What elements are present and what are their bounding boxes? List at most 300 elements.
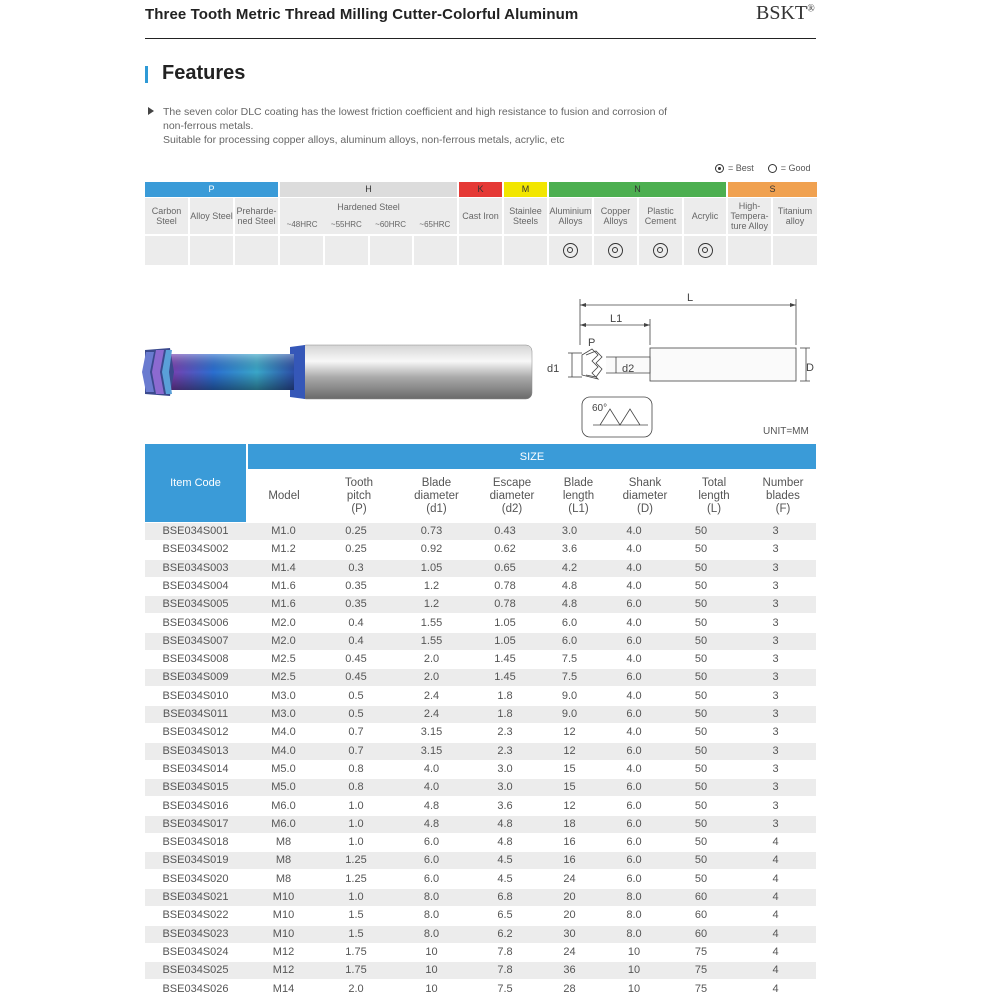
material-hardened-steel <box>280 198 457 234</box>
table-cell: 2.0 <box>423 671 440 684</box>
table-cell: 8.0 <box>423 909 440 922</box>
table-cell: 1.55 <box>420 616 443 629</box>
table-cell: 50 <box>694 598 708 611</box>
table-cell: 1.0 <box>348 836 364 849</box>
table-row <box>145 578 816 595</box>
table-cell: 50 <box>694 653 708 666</box>
column-header-line: length <box>698 489 730 502</box>
table-row <box>145 761 816 778</box>
table-cell: 4.0 <box>626 726 642 739</box>
item-code-cell: BSE034S019 <box>162 854 229 867</box>
table-cell: M12 <box>272 945 295 958</box>
feature-line-3: Suitable for processing copper alloys, aluminum alloys, non-ferrous metals, acrylic, etc <box>163 134 565 146</box>
table-cell: 50 <box>694 689 708 702</box>
table-cell: 50 <box>694 817 708 830</box>
table-row <box>145 688 816 705</box>
column-header-line: (d1) <box>426 502 447 515</box>
table-cell: 3 <box>772 525 779 537</box>
table-row <box>145 706 816 723</box>
registered-mark: ® <box>807 3 815 15</box>
table-cell: 4.5 <box>497 872 513 885</box>
table-cell: M8 <box>275 872 292 885</box>
item-code-cell: BSE034S016 <box>162 799 229 812</box>
legend-good-label: = Good <box>780 163 811 173</box>
table-cell: 1.05 <box>494 616 516 629</box>
column-header-line: (D) <box>637 502 653 515</box>
table-cell: 3.0 <box>497 762 513 775</box>
table-cell: 4.8 <box>423 799 440 812</box>
table-cell: 6.2 <box>497 927 513 940</box>
table-row <box>145 669 816 686</box>
item-code-cell: BSE034S001 <box>162 525 229 537</box>
table-cell: 7.5 <box>497 982 513 995</box>
table-cell: 12 <box>563 744 576 757</box>
table-cell: 6.0 <box>423 854 440 867</box>
column-header-line: length <box>562 489 595 502</box>
material-alloy-steel: Alloy Steel <box>190 198 233 234</box>
table-cell: 8.0 <box>626 891 642 903</box>
column-header <box>750 471 816 521</box>
table-cell: M1.6 <box>271 579 296 592</box>
table-cell: 50 <box>694 762 708 775</box>
material-group-n: N <box>549 182 726 197</box>
table-cell: 8.0 <box>626 909 642 922</box>
material-prehardened-steel: Preharde-ned Steel <box>235 198 278 234</box>
table-cell: 4 <box>772 964 779 977</box>
table-cell: 50 <box>694 854 708 867</box>
table-cell: M1.0 <box>271 525 296 537</box>
table-cell: 4 <box>772 982 779 995</box>
table-cell: 4.0 <box>626 561 642 574</box>
table-cell: 4.0 <box>626 579 642 592</box>
suitability-cell <box>459 236 502 265</box>
table-cell: 3 <box>772 708 779 720</box>
table-cell: 6.0 <box>423 836 440 849</box>
item-code-cell: BSE034S017 <box>162 817 229 830</box>
material-group-m: M <box>504 182 547 197</box>
table-row <box>145 743 816 760</box>
table-cell: 0.78 <box>494 598 516 611</box>
item-code-cell: BSE034S026 <box>162 982 229 995</box>
table-cell: 60 <box>694 927 708 940</box>
table-cell: M3.0 <box>271 708 296 720</box>
table-cell: 0.78 <box>494 579 516 592</box>
table-cell: 1.45 <box>494 653 516 666</box>
table-cell: 3 <box>772 543 779 556</box>
table-cell: M6.0 <box>271 817 296 830</box>
table-row <box>145 926 816 943</box>
material-high-temperature-alloy: High-Tempera-ture Alloy <box>728 198 771 234</box>
material-carbon-steel: Carbon Steel <box>145 198 188 234</box>
table-cell: 10 <box>425 945 438 958</box>
table-cell: 50 <box>694 525 708 537</box>
suitability-cell <box>235 236 278 265</box>
table-cell: 4.0 <box>626 525 642 537</box>
material-group-p: P <box>145 182 278 197</box>
column-header-line: (F) <box>775 502 791 515</box>
table-cell: 10 <box>425 964 438 977</box>
column-header-line: Blade <box>563 476 594 489</box>
table-cell: 12 <box>563 726 576 739</box>
table-row <box>145 852 816 869</box>
table-row <box>145 962 816 979</box>
table-cell: 50 <box>694 872 708 885</box>
item-code-cell: BSE034S022 <box>162 909 229 922</box>
column-header-line: diameter <box>622 489 668 502</box>
item-code-cell: BSE034S020 <box>162 872 229 885</box>
table-cell: 10 <box>627 982 641 995</box>
table-cell: 7.8 <box>497 964 513 977</box>
table-cell: 75 <box>694 964 708 977</box>
column-header <box>680 471 748 521</box>
column-header-line: Model <box>268 489 300 502</box>
table-cell: 1.8 <box>497 708 513 720</box>
table-cell: 0.35 <box>345 598 367 611</box>
table-cell: 0.25 <box>345 543 367 556</box>
table-cell: 0.45 <box>345 671 367 684</box>
material-group-k: K <box>459 182 502 197</box>
hrc-60: ~60HRC <box>375 220 407 229</box>
table-cell: 0.5 <box>348 708 364 720</box>
table-cell: 50 <box>694 671 708 684</box>
item-code-cell: BSE034S008 <box>162 653 229 666</box>
table-cell: 50 <box>694 616 708 629</box>
table-cell: 4.0 <box>626 762 642 775</box>
table-cell: M1.2 <box>271 543 296 556</box>
suitability-cell <box>325 236 368 265</box>
table-row <box>145 560 816 577</box>
column-header <box>479 471 545 521</box>
material-group-h: H <box>280 182 457 197</box>
table-cell: 1.0 <box>348 817 364 830</box>
features-heading: Features <box>162 62 246 84</box>
column-header-line: Total <box>701 476 727 489</box>
table-cell: 10 <box>425 982 438 995</box>
suitability-cell <box>414 236 457 265</box>
best-icon <box>715 164 724 173</box>
column-header-line: diameter <box>489 489 535 502</box>
table-cell: 6.0 <box>626 671 642 684</box>
material-group-s: S <box>728 182 817 197</box>
table-cell: 0.35 <box>345 579 367 592</box>
table-cell: 9.0 <box>561 689 578 702</box>
table-cell: 0.45 <box>345 653 367 666</box>
table-row <box>145 541 816 558</box>
table-cell: M10 <box>272 909 295 922</box>
table-cell: 0.8 <box>348 781 364 794</box>
table-cell: 1.8 <box>497 689 513 702</box>
tool-photo <box>140 330 540 410</box>
table-cell: 2.4 <box>423 689 440 702</box>
table-cell: 24 <box>563 945 576 958</box>
table-cell: 50 <box>694 744 708 757</box>
table-cell: 1.25 <box>345 872 367 885</box>
item-code-cell: BSE034S012 <box>162 726 229 739</box>
suitability-plastic <box>639 236 682 265</box>
table-cell: 12 <box>563 799 576 812</box>
table-cell: 4.0 <box>626 616 642 629</box>
table-cell: 28 <box>563 982 576 995</box>
table-cell: 3.6 <box>497 799 513 812</box>
item-code-cell: BSE034S018 <box>162 836 229 849</box>
table-cell: 16 <box>563 854 576 867</box>
table-cell: 50 <box>694 543 708 556</box>
table-cell: 30 <box>563 927 576 940</box>
table-cell: 6.0 <box>626 854 642 867</box>
table-cell: 4.8 <box>561 579 578 592</box>
table-cell: 0.73 <box>420 525 443 537</box>
table-row <box>145 779 816 796</box>
table-cell: M12 <box>272 964 295 977</box>
suitability-legend <box>715 163 811 173</box>
material-aluminium-alloys: Aluminium Alloys <box>549 198 592 234</box>
table-cell: 6.0 <box>626 598 642 611</box>
brand-name: BSKT <box>756 2 808 24</box>
label-L1: L1 <box>610 313 623 325</box>
column-header-line: (L) <box>706 502 722 515</box>
suitability-acrylic <box>684 236 726 265</box>
table-cell: 3 <box>772 799 779 812</box>
table-cell: M5.0 <box>271 762 296 775</box>
table-cell: 7.8 <box>497 945 513 958</box>
table-cell: 3.0 <box>497 781 513 794</box>
material-copper-alloys: Copper Alloys <box>594 198 637 234</box>
good-icon <box>768 164 777 173</box>
item-code-cell: BSE034S025 <box>162 964 229 977</box>
feature-line-2: non-ferrous metals. <box>163 120 254 132</box>
column-header <box>396 471 477 521</box>
item-code-cell: BSE034S007 <box>162 634 229 647</box>
column-header-line: Blade <box>421 476 452 489</box>
best-icon <box>608 243 623 258</box>
table-cell: 3.15 <box>420 726 443 739</box>
table-cell: M10 <box>272 927 295 940</box>
table-cell: 1.25 <box>345 854 367 867</box>
material-stainless-steels: Stainlee Steels <box>504 198 547 234</box>
column-header <box>612 471 678 521</box>
table-cell: 6.0 <box>561 634 578 647</box>
table-cell: 6.0 <box>423 872 440 885</box>
table-cell: M8 <box>275 854 292 867</box>
table-cell: 3 <box>772 653 779 666</box>
table-cell: 0.4 <box>348 616 364 629</box>
brand-logo <box>756 2 815 25</box>
table-row <box>145 615 816 632</box>
table-cell: 7.5 <box>561 653 578 666</box>
table-cell: 24 <box>563 872 576 885</box>
table-cell: 10 <box>627 964 641 977</box>
best-icon <box>653 243 668 258</box>
table-cell: 50 <box>694 561 708 574</box>
table-cell: 2.0 <box>348 982 364 995</box>
table-cell: 8.0 <box>423 891 440 903</box>
table-cell: 6.0 <box>561 616 578 629</box>
table-cell: 4.0 <box>626 689 642 702</box>
table-cell: 8.0 <box>626 927 642 940</box>
table-cell: 1.2 <box>423 579 440 592</box>
table-cell: M3.0 <box>271 689 296 702</box>
table-cell: 3 <box>772 744 779 757</box>
column-header-line: Shank <box>628 476 662 489</box>
material-acrylic: Acrylic <box>684 198 726 234</box>
table-cell: 50 <box>694 708 708 720</box>
table-cell: 1.0 <box>348 891 364 903</box>
suitability-aluminium <box>549 236 592 265</box>
column-header-line: pitch <box>346 489 372 502</box>
table-cell: 6.0 <box>626 781 642 794</box>
column-header <box>547 471 610 521</box>
table-cell: 0.92 <box>420 543 443 556</box>
table-cell: 0.25 <box>345 525 367 537</box>
table-cell: 3 <box>772 726 779 739</box>
table-cell: 75 <box>694 945 708 958</box>
table-cell: 1.2 <box>423 598 440 611</box>
column-header-line: (d2) <box>501 502 523 515</box>
item-code-cell: BSE034S024 <box>162 945 229 958</box>
column-header-line: Escape <box>492 476 532 489</box>
table-cell: 4 <box>772 945 779 958</box>
best-icon <box>563 243 578 258</box>
item-code-cell: BSE034S023 <box>162 927 229 940</box>
table-row <box>145 834 816 851</box>
table-cell: 1.75 <box>345 964 367 977</box>
item-code-cell: BSE034S015 <box>162 781 229 794</box>
table-cell: 6.0 <box>626 872 642 885</box>
table-cell: 1.45 <box>494 671 516 684</box>
label-P: P <box>588 337 596 349</box>
table-cell: 4 <box>772 927 779 940</box>
table-cell: 3 <box>772 634 779 647</box>
item-code-cell: BSE034S021 <box>162 891 229 903</box>
table-cell: 3 <box>772 561 779 574</box>
table-cell: 4.8 <box>423 817 440 830</box>
table-cell: 1.5 <box>348 909 364 922</box>
hrc-48: ~48HRC <box>286 220 318 229</box>
item-code-cell: BSE034S011 <box>162 708 229 720</box>
table-cell: 4.0 <box>423 762 440 775</box>
legend-best-label: = Best <box>728 163 754 173</box>
item-code-cell: BSE034S010 <box>162 689 229 702</box>
table-cell: 6.5 <box>497 909 513 922</box>
material-plastic-cement: Plastic Cement <box>639 198 682 234</box>
table-cell: 0.3 <box>348 561 364 574</box>
table-cell: 6.0 <box>626 799 642 812</box>
item-code-cell: BSE034S005 <box>162 598 229 611</box>
table-cell: 2.4 <box>423 708 440 720</box>
table-cell: M4.0 <box>271 744 296 757</box>
table-cell: 15 <box>563 762 576 775</box>
unit-label: UNIT=MM <box>763 426 809 437</box>
table-row <box>145 871 816 888</box>
table-cell: 60 <box>694 909 708 922</box>
table-cell: M1.6 <box>271 598 296 611</box>
item-code-cell: BSE034S002 <box>162 543 229 556</box>
table-row <box>145 596 816 613</box>
column-header <box>324 471 394 521</box>
table-cell: 0.4 <box>348 634 364 647</box>
table-cell: 0.8 <box>348 762 364 775</box>
best-icon <box>698 243 713 258</box>
table-cell: 3 <box>772 616 779 629</box>
table-cell: 3.0 <box>561 525 578 537</box>
table-cell: 50 <box>694 836 708 849</box>
table-cell: 4.0 <box>423 781 440 794</box>
table-cell: 4 <box>772 909 779 922</box>
table-cell: 9.0 <box>561 708 578 720</box>
table-row <box>145 816 816 833</box>
table-cell: 4.0 <box>626 543 642 556</box>
table-row <box>145 889 816 906</box>
table-cell: M5.0 <box>271 781 296 794</box>
section-accent-bar <box>145 66 148 83</box>
table-cell: 16 <box>563 836 576 849</box>
suitability-cell <box>773 236 817 265</box>
feature-line-1: The seven color DLC coating has the lowest friction coefficient and high resistance to fusion and corrosion of <box>163 106 668 118</box>
column-header-line: Number <box>762 476 804 489</box>
table-cell: 3 <box>772 598 779 611</box>
hrc-55: ~55HRC <box>330 220 362 229</box>
table-cell: 3.6 <box>561 543 578 556</box>
column-header-line: (L1) <box>568 502 589 515</box>
item-code-cell: BSE034S006 <box>162 616 229 629</box>
table-cell: 15 <box>563 781 576 794</box>
table-cell: 1.75 <box>345 945 367 958</box>
table-cell: 75 <box>694 982 708 995</box>
table-cell: 0.5 <box>348 689 364 702</box>
table-cell: M14 <box>272 982 295 995</box>
table-cell: 6.0 <box>626 744 642 757</box>
table-cell: M1.4 <box>271 561 296 574</box>
table-cell: 4 <box>772 854 779 867</box>
item-code-header: Item Code <box>145 444 246 522</box>
suitability-cell <box>728 236 771 265</box>
table-cell: 0.65 <box>494 561 516 574</box>
table-cell: 6.0 <box>626 708 642 720</box>
table-cell: 3 <box>772 781 779 794</box>
table-cell: 4 <box>772 872 779 885</box>
suitability-cell <box>504 236 547 265</box>
table-cell: M2.5 <box>271 653 296 666</box>
column-header <box>248 471 320 521</box>
suitability-copper <box>594 236 637 265</box>
table-cell: 50 <box>694 634 708 647</box>
material-cast-iron: Cast Iron <box>459 198 502 234</box>
table-cell: 4.8 <box>497 817 513 830</box>
table-cell: 6.0 <box>626 817 642 830</box>
table-cell: M6.0 <box>271 799 296 812</box>
table-cell: 1.55 <box>420 634 443 647</box>
table-cell: 4.8 <box>561 598 578 611</box>
tool-cutting-teeth <box>142 348 174 396</box>
label-d2: d2 <box>622 363 635 375</box>
table-cell: 8.0 <box>423 927 440 940</box>
table-cell: M2.0 <box>271 616 296 629</box>
table-row <box>145 981 816 998</box>
table-cell: 50 <box>694 726 708 739</box>
item-code-cell: BSE034S014 <box>162 762 229 775</box>
drawing-shank <box>650 348 796 381</box>
table-cell: 0.43 <box>494 525 516 537</box>
table-cell: 0.7 <box>348 726 364 739</box>
tool-shank <box>300 345 532 399</box>
table-row <box>145 798 816 815</box>
bullet-arrow-icon <box>148 107 154 115</box>
table-cell: 50 <box>694 799 708 812</box>
table-cell: 6.0 <box>626 634 642 647</box>
table-cell: 4.2 <box>561 561 578 574</box>
suitability-cell <box>370 236 412 265</box>
table-cell: 4.5 <box>497 854 513 867</box>
